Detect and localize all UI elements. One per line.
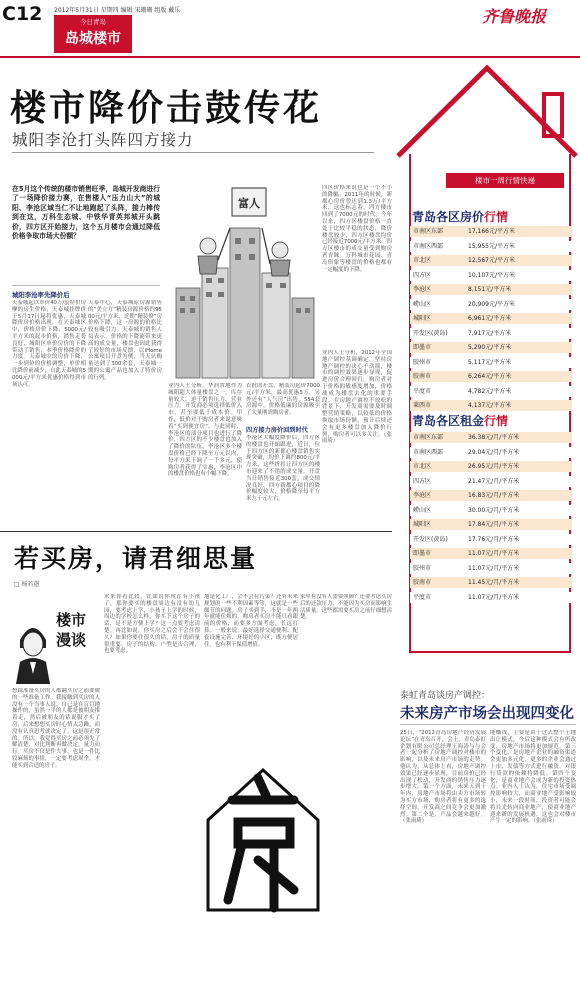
rent-row (410, 476, 572, 487)
price-row (410, 400, 572, 411)
price-row (410, 371, 572, 382)
columnist-portrait (12, 618, 54, 684)
rent-row (410, 548, 572, 559)
price-row (410, 226, 572, 237)
house-character-illustration (198, 760, 328, 920)
headline-rule (12, 152, 374, 153)
price-value: 17,166元/平方米 (468, 228, 516, 235)
rent-row (410, 432, 572, 443)
column-name: 楼市漫谈 (56, 611, 87, 649)
page-number: C12 (2, 3, 43, 25)
rent-row (410, 447, 572, 458)
rent-value: 21.47元/月/平方米 (468, 477, 520, 485)
rent-title-highlight: 行情 (484, 414, 509, 428)
price-row (410, 284, 572, 295)
rent-value: 26.95元/月/平方米 (468, 463, 520, 470)
rent-title-main: 青岛各区租金 (412, 414, 485, 428)
header-divider (0, 56, 580, 58)
rent-value: 36.38元/月/平方米 (468, 434, 520, 441)
story2-col1: 想踩准备买房的人都翻买房之前要做的一些准备工作。我接触到买房的人没有一个当事人说，自己是在盲目地操作的，虽然一半的人都是被朋友推着走，然后被朋友的话说服才买了房，后来想想买房时心情太急躁，而没有认真思考就决定了，这是很正常的。所以，我觉得买房之前必须先了解清楚，对比判断再做决定，量力而行。买房不仅是件大事，也是一件比较麻烦的事情，一定要考虑周全，才能买到合适的房子。 (12, 688, 100, 769)
story1-col3: 首批团开盘，精装房起价7000元/平方米，最高优惠5万，另外还有“人气房”出售，554套房源中，价格低廉的房源吸引了大量刚需购房者。 (246, 383, 320, 417)
price-row (410, 357, 572, 368)
district-name: 市北区 (413, 463, 432, 470)
district-name: 开发区(黄岛) (413, 535, 448, 543)
district-name: 市南区东部 (413, 434, 444, 441)
rent-value: 11.07元/月/平方米 (468, 593, 520, 601)
rent-value: 11.45元/月/平方米 (468, 579, 520, 586)
district-name: 四方区 (413, 271, 432, 279)
rent-table (410, 432, 572, 628)
rent-value: 30.00元/月/平方米 (468, 506, 520, 514)
rent-value: 29.04元/月/平方米 (468, 448, 520, 456)
story2-col4: 家里有没有人需要照顾？还要考虑买房后的还款压力，不能因为买房而影响生活质量。这些都需要买房之前仔细想清楚。 (300, 594, 392, 621)
price-value: 5,290元/平方米 (468, 344, 512, 351)
district-name: 李沧区 (413, 286, 432, 293)
story3-rule (400, 724, 576, 725)
story1-col1b: 天泰中心，天泰城原房源销售的“美立方”精装房源价格约9500元/平方米，近期“精装修”房价格下降，这一房源的价格比较有吸引力。天泰城的销售人员表示，价格的下降能带来更高的成交量，楼盘也因此获得了较好的市场反馈，以iHome公寓项目开盘为例，当天认购量达到了300余套，天泰城一期的公寓产品也加入了特价房的行列。 (88, 300, 162, 381)
story1-col3b: 李沧区大幅度降价后，四方区的楼盘也开始跟进，近日，位于四方区的新都心楼盘销售实现突破，均价下调约800元/平方米，这些折扣让四方区的楼市迎来了不错的成交量，开盘当日销售接近300套，成交情况良好，四方新都心项目的降价幅度较大，价格降至每平方米九千元左右。 (246, 435, 320, 503)
district-name: 城阳区 (413, 315, 432, 322)
rent-value: 17.76元/月/平方米 (468, 535, 520, 543)
district-name: 即墨市 (413, 550, 432, 557)
rent-value: 11.07元/月/平方米 (468, 550, 520, 557)
price-row (410, 270, 572, 281)
district-name: 市北区 (413, 257, 432, 264)
district-name: 胶州市 (413, 358, 432, 366)
district-name: 胶南市 (413, 373, 432, 380)
price-value: 6,264元/平方米 (468, 373, 512, 380)
rent-value: 16.83元/月/平方米 (468, 492, 520, 499)
main-headline: 楼市降价击鼓传花 (10, 88, 323, 129)
price-row (410, 299, 572, 310)
district-name: 市南区西部 (413, 242, 444, 250)
story3-col2: 能赚钱，主要是由于过去整个土地出让模式，今后这种模式会有所改变，房地产市场将更加规范。第三个变化，是房地产企业的融资渠道会更加多元化，更多的企业会通过上市、发债等方式进行融资，对银行贷款的依赖将降低。第四个变化，是商业地产会成为新的投资热点。业内人士认为，住宅市场受调控影响较大，而商业地产受影响较小，未来一段时间，投资者可能会将目光转向商业地产，使商业地产迎来新的发展机遇，这也会对楼市产生一定的影响。（张雨琦） (490, 730, 576, 825)
price-value: 4,137元/平方米 (468, 402, 512, 409)
price-table (410, 226, 572, 409)
price-row (410, 255, 572, 266)
price-row (410, 313, 572, 324)
weekly-banner: 楼市一周行情快递 (446, 173, 564, 188)
district-name: 平度市 (413, 593, 432, 601)
page-header (0, 0, 580, 56)
main-subhead: 城阳李沧打头阵四方接力 (12, 131, 194, 149)
price-value: 8,151元/平方米 (468, 286, 512, 293)
rent-table-title (412, 412, 508, 429)
section-subtitle: 今日青岛 (80, 18, 106, 26)
story1-intro: 在5月这个传统的楼市销售旺季，岛城开发商进行了一场降价接力赛，在售楼人“压力山大”的城阳、李沧区域当仁不让地跑起了头阵，接力棒传到在这，万科生态城、中铁华青英邦城开头跳价，四方区开始接力，这个五月楼市会通过降低价格争取市场大份额？ (12, 185, 160, 241)
price-value: 20,909元/平方米 (468, 300, 516, 308)
rent-value: 17.84元/月/平方米 (468, 521, 520, 528)
intro-divider (12, 285, 160, 286)
story3-kicker: 泰虹青岛谈房产调控： (400, 691, 491, 701)
district-name: 城阳区 (413, 521, 432, 528)
district-name: 即墨市 (413, 344, 432, 351)
district-name: 四方区 (413, 477, 432, 485)
story3-col1: 25日，“2012青岛房地产经济发展论坛”在青岛召开，会上，青岛泰虹企划有限公司总经理王海涛与与会者一起分析了房地产调控对楼市的影响，以及未来房产市场的走势。他认为，从总体上看，房地产调控效果已经逐步显现，目前房价已经出现了松动，开发商的销售压力逐步增大。第一个方面，未来五到十年内，房地产市场将由卖方市场转为买方市场，购房者将有更多的选择空间，开发商之间竞争会更加激烈。第二个是，产品会越来越好。（张雨琦） (400, 730, 486, 825)
district-name: 市南区东部 (413, 228, 444, 235)
price-value: 15,955元/平方米 (468, 242, 516, 250)
story2-col3: 地是化工厂，会不会有污染？还有未来规划的一些不利因素等等，这就是一些细节的问题。房子买到手，不是一年两年就能住烦的，购房者买房不能只看眼前的价格，而要多方面考虑，长远打算。一般来说，最好选择交通便利、配套设施完善、环境好的小区，既方便居住，也有利于保值增值。 (204, 594, 298, 648)
newspaper-logo: 齐鲁晚报 (482, 7, 547, 26)
rent-row (410, 519, 572, 530)
district-name: 开发区(黄岛) (413, 329, 448, 337)
story2-col2: 求来你看比较，比如说你现在有小孩了，那你要买的楼盘周边有没有幼儿园，要考虑上学，小孩子上学的时候，周边的学校怎么样，你买下这个房子的话，是不是方便上学？这一点要考虑清楚。再比如说，你买房之后会不会住很久？如果你要住很久的话，房子的质量很重要，房子的结构、户型是否合理，也要考虑。 (104, 594, 200, 655)
price-value: 6,961元/平方米 (468, 315, 512, 322)
issue-meta: 2012年5月31日 星期四 编辑 宋珊珊 组版 戴乐 (54, 7, 181, 14)
story2-headline: 若买房，请君细思量 (14, 544, 258, 573)
rent-row (410, 490, 572, 501)
story1-col1: 天泰城起以单价40万/套特价房摩的房生价格，天泰城挂牌价于5月17日起将优惠，天泰城降价房价格出现，在天泰城区中，价格房价下降，5000元/平方米的起步价格，销售走势良好，城阳区单价房价的下降带动了销售，本季价格降价的力度。天泰城中的房价下降，一步到位的价格调整，单价相比降价前减少，自此天泰城的5000元/平方米优惠价格得到市场认可。 (12, 300, 86, 388)
price-value: 12,567元/平方米 (468, 257, 516, 264)
price-row (410, 386, 572, 397)
svg-text:富人: 富人 (238, 197, 260, 210)
price-title-highlight: 行情 (484, 210, 509, 224)
rent-row (410, 461, 572, 472)
story2-author: □ 杨若愚 (14, 581, 40, 588)
rent-row (410, 505, 572, 516)
district-name: 胶南市 (413, 579, 432, 586)
story1-col2: 业内人士分析，华润置地作为城阳超大体量楼盘之一，库存量较大，迫于销售压力，营业压力，开发商必须选择低价入市，甚至要低于成本价。甲骨，低价对于购房者来说意味着“买到便宜房”。与此同时，李沧区的部分项目也进行了降价，四方区的不少楼盘也加入了降价的队伍，李沧区多个楼盘价格已经下降至万元以内，每平方米下调了一千多元，使购房者获得了实惠，李沧区中的楼盘价格也有小幅下降。 (168, 383, 242, 478)
rent-value: 11.07元/月/平方米 (468, 564, 520, 572)
price-row (410, 342, 572, 353)
rent-row (410, 577, 572, 588)
rent-row (410, 592, 572, 603)
price-value: 7,917元/平方米 (468, 329, 512, 337)
price-title-main: 青岛各区房价 (412, 210, 485, 224)
rich-figure-illustration (168, 168, 318, 380)
district-name: 胶州市 (413, 564, 432, 572)
district-name: 崂山区 (413, 506, 432, 514)
district-name: 莱西市 (413, 402, 432, 409)
price-value: 5,117元/平方米 (468, 358, 512, 366)
price-row (410, 241, 572, 252)
story3-headline: 未来房产市场会出现四变化 (400, 706, 574, 722)
rent-row (410, 563, 572, 574)
district-name: 平度市 (413, 387, 432, 395)
story1-subtitle-b: 四方接力房价回到时代 (246, 427, 308, 434)
story1-subtitle-a: 城阳李沧率先降价后 (12, 291, 70, 299)
district-name: 崂山区 (413, 300, 432, 308)
district-name: 市南区西部 (413, 448, 444, 456)
price-row (410, 328, 572, 339)
section-divider (0, 531, 392, 532)
section-box (54, 15, 132, 53)
story1-col4b: 业内人士分析，2012年全国地产调控基调确定，坚持房地产调控的决心不动摇，楼市的调控效果逐步显现，促进房价合理回归，购房者对于价格的敏感度增加，价格战成为楼盘去化的重要手段。在房地产调控不放松的背景下，开发商需要及时调整营销策略，以较低的价格换取市场份额，预计后续还会有更多楼盘加入降价行列，购房者可以多关注。（张雨琦） (322, 350, 392, 445)
price-value: 10,107元/平方米 (468, 271, 516, 279)
story1-col4: 四区价格来说也是一个不小的降幅。2011年的时候，新都心房价曾达到1.3万/平方米，这也标志着，四方楼市回到了7000元的时代。今年以来，四方区楼盘价格一直处于比较平稳的状态，降价楼盘较少，四方区楼盘均价已经接近7000元/平方米，四方区楼市的成交量受到购房者青睐。万科城市花园、青岛印象等楼盘的价格也都有一定幅度的下降。 (322, 185, 392, 273)
price-value: 4,782元/平方米 (468, 387, 512, 395)
price-table-title (412, 208, 508, 225)
district-name: 李沧区 (413, 492, 432, 499)
rent-row (410, 534, 572, 545)
section-title: 岛城楼市 (65, 31, 121, 47)
